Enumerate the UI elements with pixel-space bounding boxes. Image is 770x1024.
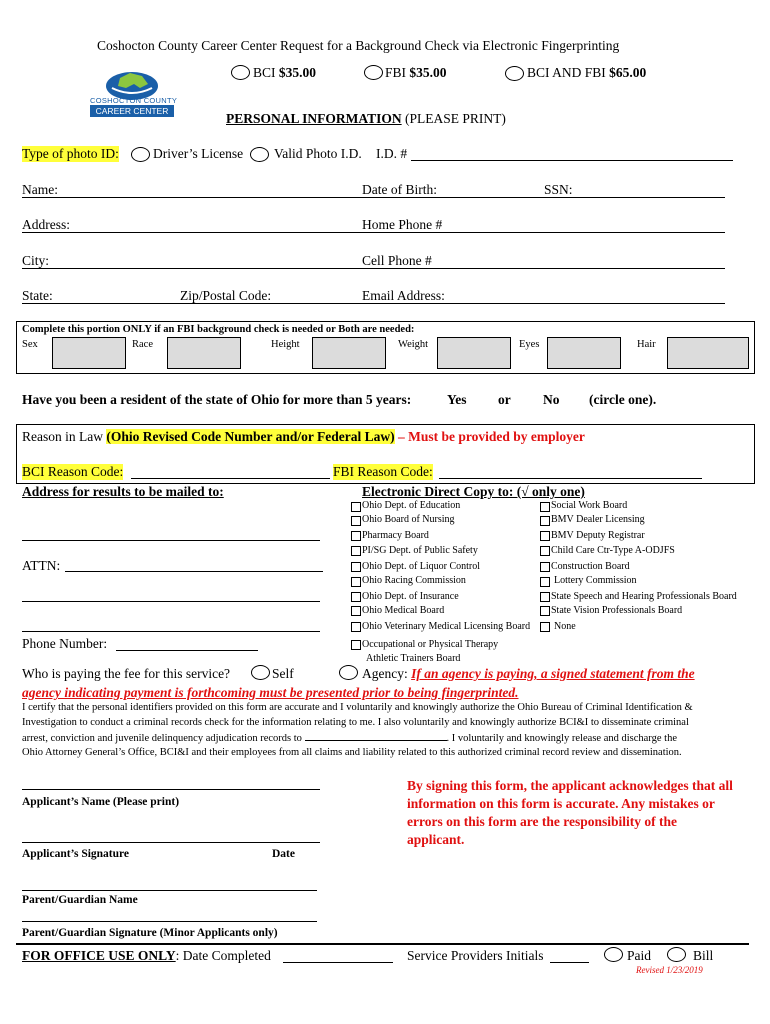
acknowledgement-line2: information on this form is accurate. Any mistakes or — [407, 796, 715, 811]
option-construction: Construction Board — [551, 561, 630, 572]
option-insurance: Ohio Dept. of Insurance — [362, 591, 459, 602]
attn-label: ATTN: — [22, 558, 61, 573]
checkbox-ohio-education[interactable] — [351, 502, 361, 512]
guardian-name-field[interactable] — [22, 890, 317, 891]
checkbox-ot-pt[interactable] — [351, 640, 361, 650]
residency-question: Have you been a resident of the state of Ohio for more than 5 years: — [22, 392, 412, 407]
checkbox-bmv-dealer[interactable] — [540, 516, 550, 526]
checkbox-pisg[interactable] — [351, 546, 361, 556]
certification-line3: arrest, conviction and juvenile delinquency adjudication records to . I voluntarily and knowingly release and discharge the — [22, 730, 677, 746]
ssn-label: SSN: — [544, 182, 573, 197]
reason-in-law: Reason in Law (Ohio Revised Code Number and/or Federal Law) – Must be provided by employer — [22, 429, 585, 444]
cell-phone-label: Cell Phone # — [362, 253, 432, 268]
paid-label: Paid — [627, 948, 652, 963]
form-title: Coshocton County Career Center Request for a Background Check via Electronic Fingerprinting — [97, 38, 620, 53]
paid-circle[interactable] — [604, 947, 623, 962]
option-vision: State Vision Professionals Board — [551, 605, 683, 616]
option-liquor: Ohio Dept. of Liquor Control — [362, 561, 481, 572]
bci-option: BCI $35.00 — [253, 65, 317, 80]
initials-field[interactable] — [550, 962, 589, 963]
option-social-work: Social Work Board — [551, 500, 628, 511]
personal-info-heading: PERSONAL INFORMATION (PLEASE PRINT) — [226, 111, 506, 126]
city-label: City: — [22, 253, 50, 268]
checkbox-nursing[interactable] — [351, 516, 361, 526]
id-number-label: I.D. # — [376, 146, 408, 161]
state-label: State: — [22, 288, 53, 303]
option-pisg: PI/SG Dept. of Public Safety — [362, 545, 478, 556]
office-use-label: FOR OFFICE USE ONLY: Date Completed — [22, 948, 271, 963]
residency-or: or — [498, 392, 511, 407]
acknowledgement-line4: applicant. — [407, 832, 465, 847]
address-label: Address: — [22, 217, 70, 232]
checkbox-lottery[interactable] — [540, 577, 550, 587]
option-ot-pt-line2: Athletic Trainers Board — [366, 653, 461, 664]
weight-label: Weight — [398, 339, 429, 350]
disseminate-to-field[interactable] — [305, 730, 447, 741]
payment-question: Who is paying the fee for this service? — [22, 666, 231, 681]
option-nursing: Ohio Board of Nursing — [362, 514, 455, 525]
height-label: Height — [271, 339, 300, 350]
dob-label: Date of Birth: — [362, 182, 437, 197]
checkbox-none[interactable] — [540, 622, 550, 632]
name-label: Name: — [22, 182, 58, 197]
photo-id-label: Type of photo ID: — [22, 146, 119, 161]
checkbox-liquor[interactable] — [351, 562, 361, 572]
applicant-name-field[interactable] — [22, 789, 320, 790]
bci-reason-label: BCI Reason Code: — [22, 464, 124, 479]
guardian-signature-label: Parent/Guardian Signature (Minor Applicants only) — [22, 927, 278, 939]
applicant-signature-field[interactable] — [22, 842, 320, 843]
fbi-option-circle[interactable] — [364, 65, 383, 80]
option-none: None — [554, 621, 576, 632]
option-pharmacy: Pharmacy Board — [362, 530, 429, 541]
bci-reason-field[interactable] — [131, 478, 330, 479]
self-pay-label: Self — [272, 666, 294, 681]
option-veterinary: Ohio Veterinary Medical Licensing Board — [362, 621, 531, 632]
email-label: Email Address: — [362, 288, 445, 303]
applicant-name-label: Applicant’s Name (Please print) — [22, 796, 180, 808]
residency-yes[interactable]: Yes — [447, 392, 467, 407]
residency-no[interactable]: No — [543, 392, 560, 407]
acknowledgement-line3: errors on this form are the responsibility of the — [407, 814, 677, 829]
option-speech-hearing: State Speech and Hearing Professionals Board — [551, 591, 737, 602]
agency-pay-circle[interactable] — [339, 665, 358, 680]
fbi-option: FBI $35.00 — [385, 65, 447, 80]
eyes-field[interactable] — [547, 337, 621, 369]
checkbox-veterinary[interactable] — [351, 622, 361, 632]
logo-line2: CAREER CENTER — [90, 105, 174, 117]
bill-circle[interactable] — [667, 947, 686, 962]
hair-field[interactable] — [667, 337, 749, 369]
bci-fbi-option: BCI AND FBI $65.00 — [527, 65, 647, 80]
checkbox-medical[interactable] — [351, 606, 361, 616]
checkbox-construction[interactable] — [540, 562, 550, 572]
date-completed-field[interactable] — [283, 962, 393, 963]
guardian-signature-field[interactable] — [22, 921, 317, 922]
zip-label: Zip/Postal Code: — [180, 288, 272, 303]
option-bmv-dealer: BMV Dealer Licensing — [551, 514, 645, 525]
eyes-label: Eyes — [519, 339, 540, 350]
option-medical: Ohio Medical Board — [362, 605, 445, 616]
sex-label: Sex — [22, 339, 38, 350]
applicant-signature-label: Applicant’s Signature — [22, 848, 130, 860]
phone-label: Phone Number: — [22, 636, 108, 651]
revised-date: Revised 1/23/2019 — [636, 965, 703, 975]
agency-note-line2: agency indicating payment is forthcoming must be presented prior to being fingerprinted. — [22, 685, 519, 700]
fbi-reason-field[interactable] — [439, 478, 702, 479]
bci-fbi-option-circle[interactable] — [505, 66, 524, 81]
checkbox-vision[interactable] — [540, 606, 550, 616]
checkbox-pharmacy[interactable] — [351, 531, 361, 541]
fbi-section-note: Complete this portion ONLY if an FBI background check is needed or Both are needed: — [22, 324, 415, 335]
certification-line1: I certify that the personal identifiers provided on this form are accurate and I voluntarily and knowingly authorize the Ohio Bureau of Criminal Identification & — [22, 702, 693, 713]
race-label: Race — [132, 339, 153, 350]
option-ohio-education: Ohio Dept. of Education — [362, 500, 461, 511]
school-logo — [90, 70, 178, 120]
residency-note: (circle one). — [589, 392, 657, 407]
attn-field[interactable] — [65, 571, 323, 572]
acknowledgement-line1: By signing this form, the applicant acknowledges that all — [407, 778, 733, 793]
drivers-license-circle[interactable] — [131, 147, 150, 162]
mailing-line-2[interactable] — [22, 601, 320, 602]
drivers-license-label: Driver’s License — [153, 146, 244, 161]
option-ot-pt: Occupational or Physical Therapy — [362, 639, 499, 650]
date-label: Date — [272, 848, 295, 860]
checkbox-social-work[interactable] — [540, 502, 550, 512]
mailing-heading: Address for results to be mailed to: — [22, 484, 224, 499]
option-bmv-deputy: BMV Deputy Registrar — [551, 530, 645, 541]
office-divider — [16, 943, 749, 945]
checkbox-bmv-deputy[interactable] — [540, 531, 550, 541]
certification-line4: Ohio Attorney General’s Office, BCI&I and their employees from all claims and liability related to this authorized criminal record review and dissemination. — [22, 747, 682, 758]
phone-field[interactable] — [116, 650, 258, 651]
sex-field[interactable] — [52, 337, 126, 369]
certification-line2: Investigation to conduct a criminal records check for the information relating to me. I also voluntarily and knowingly authorize BCI&I to disseminate criminal — [22, 717, 689, 728]
mailing-line-3[interactable] — [22, 631, 320, 632]
option-child-care: Child Care Ctr-Type A-ODJFS — [551, 545, 675, 556]
home-phone-label: Home Phone # — [362, 217, 443, 232]
fbi-reason-label: FBI Reason Code: — [333, 464, 433, 479]
initials-label: Service Providers Initials — [407, 948, 544, 963]
bill-label: Bill — [693, 948, 714, 963]
mailing-line-1[interactable] — [22, 540, 320, 541]
race-field[interactable] — [167, 337, 241, 369]
checkbox-insurance[interactable] — [351, 592, 361, 602]
valid-photo-id-label: Valid Photo I.D. — [274, 146, 362, 161]
logo-line1: COSHOCTON COUNTY — [90, 96, 178, 105]
checkbox-racing[interactable] — [351, 577, 361, 587]
weight-field[interactable] — [437, 337, 511, 369]
option-racing: Ohio Racing Commission — [362, 575, 466, 586]
agency-pay-label: Agency: If an agency is paying, a signed statement from the — [362, 666, 695, 681]
height-field[interactable] — [312, 337, 386, 369]
valid-photo-id-circle[interactable] — [250, 147, 269, 162]
hair-label: Hair — [637, 339, 656, 350]
id-number-field[interactable] — [411, 160, 733, 161]
option-lottery: Lottery Commission — [554, 575, 637, 586]
checkbox-speech-hearing[interactable] — [540, 592, 550, 602]
checkbox-child-care[interactable] — [540, 546, 550, 556]
bci-option-circle[interactable] — [231, 65, 250, 80]
direct-copy-heading: Electronic Direct Copy to: (√ only one) — [362, 484, 585, 499]
self-pay-circle[interactable] — [251, 665, 270, 680]
guardian-name-label: Parent/Guardian Name — [22, 894, 138, 906]
